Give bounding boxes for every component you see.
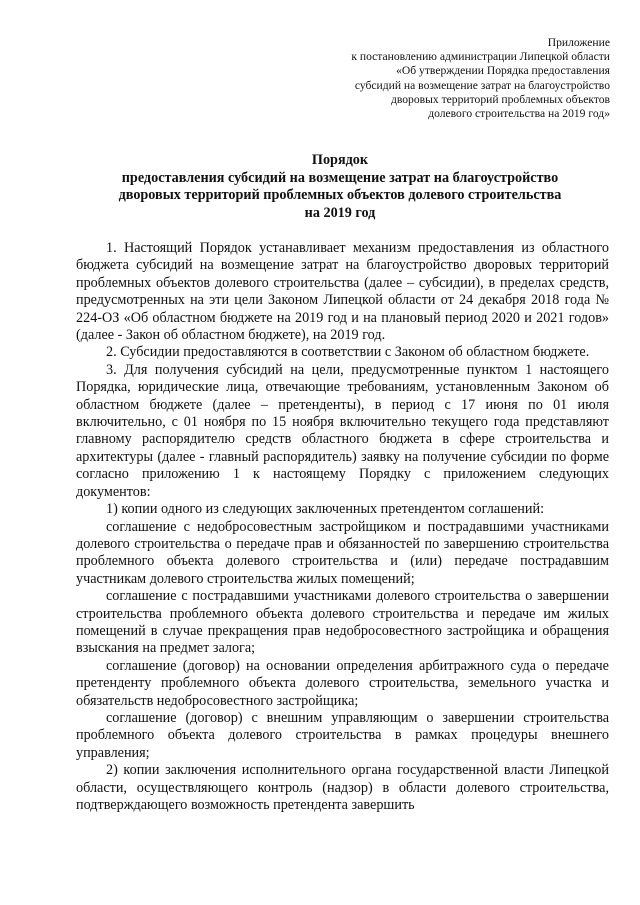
- title-line: дворовых территорий проблемных объектов долевого строительства: [118, 187, 562, 204]
- appendix-line: Приложение: [547, 36, 610, 49]
- document-body: [76, 240, 609, 814]
- title-line: Порядок: [311, 152, 369, 168]
- document-title: [60, 152, 620, 222]
- appendix-line: «Об утверждении Порядка предоставления: [396, 64, 610, 78]
- title-line: на 2019 год: [304, 204, 376, 221]
- appendix-note: [280, 36, 610, 121]
- title-line: предоставления субсидий на возмещение затрат на благоустройство: [121, 169, 559, 186]
- appendix-line: субсидий на возмещение затрат на благоустройство: [354, 78, 610, 92]
- paragraph-agreement-3: соглашение (договор) на основании определения арбитражного суда о передаче претенденту проблемного объекта долевого строительства, земельного участка и обязательств недобросовестного застройщика;: [76, 657, 609, 709]
- paragraph-agreement-4: соглашение (договор) с внешним управляющим о завершении строительства проблемного объекта долевого строительства в рамках процедуры внешнего управления;: [76, 709, 609, 761]
- paragraph-2: 2. Субсидии предоставляются в соответствии с Законом об областном бюджете.: [106, 344, 590, 361]
- paragraph-agreement-2: соглашение с пострадавшими участниками долевого строительства о завершении строительства проблемного объекта долевого строительства и передаче им жилых помещений в случае прекращения прав недобросовестного застройщика и обращения взыскания на предмет залога;: [76, 588, 609, 657]
- appendix-line: к постановлению администрации Липецкой области: [351, 50, 610, 64]
- appendix-line: долевого строительства на 2019 год»: [428, 107, 610, 121]
- paragraph-3-1: 1) копии одного из следующих заключенных претендентом соглашений:: [106, 501, 545, 518]
- paragraph-agreement-1: соглашение с недобросовестным застройщиком и пострадавшими участниками долевого строительства о передаче прав и обязанностей по завершению строительства проблемного объекта долевого строительства и (или) передаче пострадавшим участникам долевого строительства жилых помещений;: [76, 518, 609, 587]
- paragraph-3-2: 2) копии заключения исполнительного органа государственной власти Липецкой области, осуществляющего контроль (надзор) в области долевого строительства, подтверждающего возможность претендента завершить: [76, 762, 609, 813]
- paragraph-1: 1. Настоящий Порядок устанавливает механизм предоставления из областного бюджета субсидий на возмещение затрат на благоустройство дворовых территорий проблемных объектов долевого строительства (далее – субсидии), в пределах средств, предусмотренных на эти цели Законом Липецкой области от 24 декабря 2018 года № 224-ОЗ «Об областном бюджете на 2019 год и на плановый период 2020 и 2021 годов» (далее - Закон об областном бюджете), на 2019 год.: [76, 240, 609, 344]
- appendix-line: дворовых территорий проблемных объектов: [390, 92, 610, 106]
- paragraph-3: 3. Для получения субсидий на цели, предусмотренные пунктом 1 настоящего Порядка, юридические лица, отвечающие требованиям, установленным Законом об областном бюджете (далее – претенденты), в период с 17 июня по 01 июля включительно, с 01 ноября по 15 ноября включительно текущего года представляют главному распорядителю средств областного бюджета в сфере строительства и архитектуры (далее - главный распорядитель) заявку на получение субсидии по форме согласно приложению 1 к настоящему Порядку с приложением следующих документов:: [76, 361, 609, 500]
